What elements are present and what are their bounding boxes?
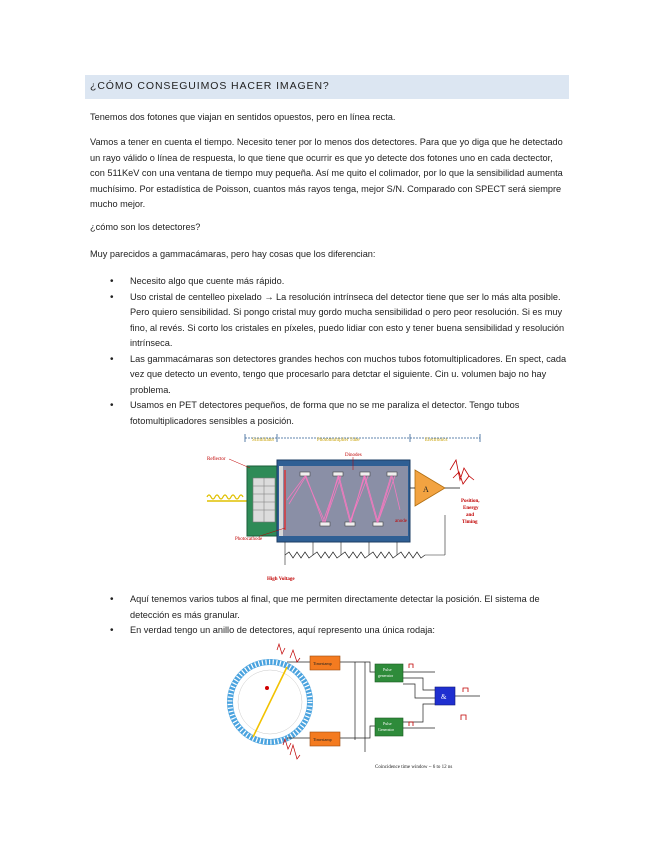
paragraph-differences: Muy parecidos a gammacámaras, pero hay cosas que los diferencian: xyxy=(90,249,376,259)
output-pulses-icon xyxy=(450,460,474,484)
list-item: • Las gammacámaras son detectores grandes hechos con muchos tubos fotomultiplicadores. En spect, cada vez que detecto un evento, tengo que procesarlo para detctar el siguiente. Cin u. volumen bajo no hay problema. xyxy=(90,352,570,399)
photocathode-label: Photocathode xyxy=(235,537,263,542)
list-item: • En verdad tengo un anillo de detectores, aquí represento una única rodaja: xyxy=(90,623,570,639)
and-gate-label: & xyxy=(441,693,447,701)
amplifier-icon xyxy=(415,470,445,506)
output-label-and: and xyxy=(466,513,475,518)
list-item: • Necesito algo que cuente más rápido. xyxy=(90,274,570,290)
section-scintillator-label: Scintillator xyxy=(252,438,275,443)
pulse-generator-upper-label-2: generator xyxy=(378,673,394,678)
coincidence-ring-diagram xyxy=(225,640,500,775)
section-pmt-label: Photomultiplier Tube xyxy=(317,438,360,443)
list-item: • Usamos en PET detectores pequeños, de forma que no se me paraliza el detector. Tengo tubos fotomultiplicadores sensibles a posición. xyxy=(90,398,570,429)
timestamp-label-lower: Timestamp xyxy=(313,737,332,742)
paragraph-photons: Tenemos dos fotones que viajan en sentidos opuestos, pero en línea recta. xyxy=(90,112,396,122)
output-label-energy: Energy xyxy=(463,506,479,511)
dinodes-label: Dinodes xyxy=(345,453,362,458)
paragraph-question: ¿cómo son los detectores? xyxy=(90,222,201,232)
gamma-ray-icon xyxy=(207,495,243,499)
section-heading: ¿CÓMO CONSEGUIMOS HACER IMAGEN? xyxy=(90,80,330,92)
section-electronics-label: Electronics xyxy=(425,438,448,443)
timestamp-label-upper: Timestamp xyxy=(313,661,332,666)
coincidence-caption: Coincidence time window ~ 6 to 12 ns xyxy=(375,765,453,770)
pulse-generator-lower-label-1: Pulse xyxy=(383,721,392,726)
resistor-chain xyxy=(285,552,425,558)
output-label-timing: Timing xyxy=(462,520,478,525)
pulse-generator-upper-label-1: Pulse xyxy=(383,667,392,672)
output-label-position: Position, xyxy=(461,499,480,504)
reflector-label: Reflector xyxy=(207,457,226,462)
pulse-generator-lower-label-2: Generator xyxy=(378,727,394,732)
paragraph-time: Vamos a tener en cuenta el tiempo. Necesito tener por lo menos dos detectores. Para que yo diga que he detectado un rayo válido o línea de respuesta, lo que tiene que ocurrir es que yo detecte dos fotones uno en cada dectector, con 511KeV con una ventana de tiempo muy pequeña. Así me quito el colimador, por lo que la sensibilidad aumenta muchísimo. Por estadística de Poisson, cuantos más rayos tenga, mejor S/N. Comparado con SPECT será siempre mucho mejor. xyxy=(90,137,563,209)
anode-label: anode xyxy=(395,519,407,524)
bullet-list-ring xyxy=(90,592,570,639)
list-item: • Uso cristal de centelleo pixelado → La resolución intrínseca del detector tiene que ser lo más alta posible. Pero quiero sensibilidad. Si pongo cristal muy gordo mucha sensibilidad o pero peor resolución. Si es muy fino, al revés. Si corto los cristales en píxeles, puedo lidiar con esto y tener buena sensibilidad y resolución intrínseca. xyxy=(90,290,570,352)
list-item: • Aquí tenemos varios tubos al final, que me permiten directamente detectar la posición. El sistema de detección es más granular. xyxy=(90,592,570,623)
amplifier-label: A xyxy=(423,485,429,494)
pmt-detector-diagram xyxy=(205,430,495,585)
high-voltage-label: High Voltage xyxy=(267,577,295,582)
annihilation-point xyxy=(265,686,269,690)
bullet-list-detectors xyxy=(90,274,570,429)
